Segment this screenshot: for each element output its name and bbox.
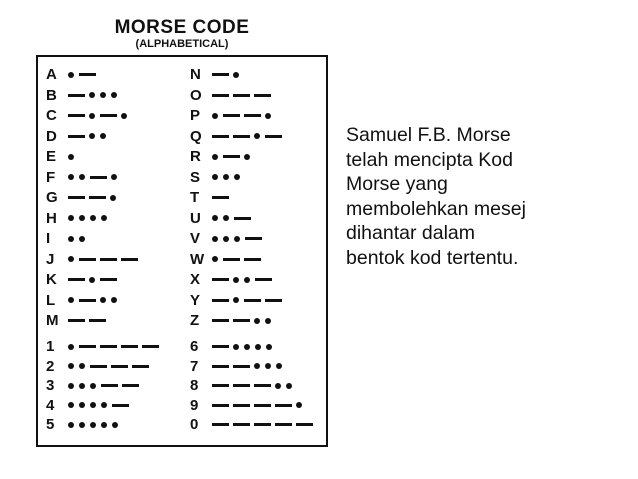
morse-character: B — [46, 86, 57, 104]
morse-dash — [233, 365, 250, 368]
morse-character: E — [46, 148, 57, 165]
morse-character: H — [46, 209, 57, 227]
morse-dot — [79, 236, 85, 242]
morse-dash — [100, 258, 117, 261]
morse-dash — [90, 176, 107, 179]
morse-code-sequence — [68, 65, 100, 84]
morse-dot — [212, 256, 218, 262]
morse-dash — [254, 423, 271, 426]
morse-dot — [265, 318, 271, 324]
morse-code-sequence — [68, 229, 90, 248]
morse-dash — [101, 384, 118, 387]
morse-dot — [254, 133, 260, 139]
morse-row-s — [190, 168, 245, 187]
morse-dash — [68, 319, 85, 322]
morse-row-p — [190, 106, 276, 125]
morse-row-y — [190, 291, 286, 310]
morse-character: U — [190, 209, 201, 227]
morse-code-sequence — [212, 188, 233, 207]
morse-row-m — [46, 311, 110, 330]
morse-character: T — [190, 189, 200, 206]
morse-dot — [79, 363, 85, 369]
morse-dot — [121, 113, 127, 119]
morse-dash — [212, 423, 229, 426]
morse-row-c — [46, 106, 132, 125]
morse-character: A — [46, 66, 57, 83]
morse-dash — [212, 404, 229, 407]
morse-row-2 — [46, 357, 153, 376]
description-line-4: membolehkan mesej — [346, 197, 526, 220]
morse-dot — [89, 277, 95, 283]
morse-character: F — [46, 168, 56, 186]
morse-row-i — [46, 229, 90, 248]
morse-dot — [79, 174, 85, 180]
morse-dot — [254, 318, 260, 324]
morse-dot — [100, 133, 106, 139]
morse-dot — [223, 215, 229, 221]
description-line-5: dihantar dalam — [346, 222, 475, 244]
morse-code-sequence — [212, 357, 287, 376]
morse-dot — [223, 236, 229, 242]
morse-dash — [121, 258, 138, 261]
morse-code-sequence — [68, 250, 142, 269]
morse-dot — [233, 277, 239, 283]
morse-dash — [79, 73, 96, 76]
morse-dot — [101, 215, 107, 221]
morse-dot — [68, 256, 74, 262]
morse-code-sequence — [212, 209, 255, 228]
morse-row-5 — [46, 415, 123, 434]
morse-dash — [212, 135, 229, 138]
morse-row-b — [46, 86, 122, 105]
morse-row-o — [190, 86, 275, 105]
morse-dot — [233, 344, 239, 350]
morse-dot — [275, 383, 281, 389]
morse-dash — [233, 319, 250, 322]
morse-code-sequence — [68, 209, 112, 228]
morse-row-7 — [190, 357, 287, 376]
morse-row-q — [190, 127, 286, 146]
morse-dot — [89, 133, 95, 139]
morse-dot — [79, 215, 85, 221]
morse-code-sequence — [212, 250, 265, 269]
morse-character: R — [190, 148, 201, 165]
morse-dot — [111, 174, 117, 180]
morse-dot — [90, 422, 96, 428]
morse-row-6 — [190, 337, 277, 356]
morse-character: K — [46, 271, 57, 288]
morse-dot — [68, 174, 74, 180]
morse-row-w — [190, 250, 265, 269]
morse-dot — [68, 215, 74, 221]
morse-dash — [212, 345, 229, 348]
morse-chart-subtitle: (ALPHABETICAL) — [135, 38, 229, 50]
morse-dot — [233, 72, 239, 78]
morse-row-9 — [190, 396, 307, 415]
morse-dot — [68, 297, 74, 303]
morse-dash — [223, 114, 240, 117]
morse-dash — [68, 196, 85, 199]
morse-dot — [89, 113, 95, 119]
morse-character: Z — [190, 312, 200, 329]
morse-row-3 — [46, 376, 143, 395]
morse-row-n — [190, 65, 244, 84]
morse-dot — [111, 297, 117, 303]
morse-dot — [234, 236, 240, 242]
description-text — [346, 123, 626, 270]
morse-dot — [276, 363, 282, 369]
morse-dot — [254, 363, 260, 369]
morse-character: 9 — [190, 396, 199, 414]
morse-character: W — [190, 250, 205, 268]
morse-dash — [254, 404, 271, 407]
morse-row-d — [46, 127, 111, 146]
morse-dash — [142, 345, 159, 348]
morse-dot — [212, 174, 218, 180]
morse-code-sequence — [68, 396, 133, 415]
morse-dash — [233, 94, 250, 97]
morse-row-a — [46, 65, 100, 84]
morse-character: 2 — [46, 357, 55, 375]
morse-row-4 — [46, 396, 133, 415]
morse-code-sequence — [212, 127, 286, 146]
morse-dash — [255, 278, 272, 281]
morse-dash — [296, 423, 313, 426]
morse-row-z — [190, 311, 276, 330]
morse-dot — [212, 113, 218, 119]
morse-dash — [68, 94, 85, 97]
morse-dash — [265, 299, 282, 302]
morse-dash — [254, 384, 271, 387]
morse-row-l — [46, 291, 122, 310]
morse-dot — [110, 195, 116, 201]
morse-character: D — [46, 127, 57, 145]
morse-character: V — [190, 230, 201, 247]
morse-dash — [121, 345, 138, 348]
morse-dash — [254, 94, 271, 97]
morse-dot — [100, 92, 106, 98]
morse-row-g — [46, 188, 121, 207]
morse-code-sequence — [68, 270, 121, 289]
morse-code-sequence — [212, 270, 276, 289]
morse-dash — [234, 217, 251, 220]
morse-row-0 — [190, 415, 317, 434]
morse-character: 4 — [46, 396, 55, 414]
morse-character: 6 — [190, 338, 199, 355]
morse-dash — [111, 365, 128, 368]
morse-character: S — [190, 168, 201, 186]
morse-dash — [68, 135, 85, 138]
morse-character: M — [46, 312, 59, 329]
morse-character: L — [46, 291, 56, 309]
morse-dash — [212, 94, 229, 97]
morse-dash — [244, 258, 261, 261]
morse-code-sequence — [68, 337, 163, 356]
morse-dash — [223, 155, 240, 158]
morse-dot — [90, 383, 96, 389]
morse-dash — [212, 319, 229, 322]
morse-dot — [68, 402, 74, 408]
morse-dot — [68, 154, 74, 160]
morse-dot — [79, 383, 85, 389]
morse-dash — [100, 345, 117, 348]
morse-character: N — [190, 66, 201, 83]
morse-character: I — [46, 230, 51, 247]
morse-character: 7 — [190, 357, 199, 375]
morse-character: Q — [190, 127, 202, 145]
morse-dot — [212, 154, 218, 160]
morse-row-f — [46, 168, 122, 187]
morse-dash — [245, 237, 262, 240]
morse-dash — [212, 196, 229, 199]
morse-character: 5 — [46, 416, 55, 433]
morse-row-8 — [190, 376, 297, 395]
morse-dot — [111, 92, 117, 98]
morse-dot — [255, 344, 261, 350]
morse-dot — [234, 174, 240, 180]
morse-dot — [68, 363, 74, 369]
morse-code-sequence — [68, 415, 123, 434]
morse-dot — [212, 236, 218, 242]
morse-row-1 — [46, 337, 163, 356]
morse-dash — [233, 384, 250, 387]
morse-code-sequence — [68, 127, 111, 146]
morse-character: 1 — [46, 338, 55, 355]
description-line-3: Morse yang — [346, 173, 448, 195]
morse-code-sequence — [68, 168, 122, 187]
morse-dash — [68, 114, 85, 117]
morse-character: 8 — [190, 377, 199, 394]
morse-dot — [68, 236, 74, 242]
morse-chart-box — [36, 55, 328, 447]
morse-dot — [265, 113, 271, 119]
morse-row-e — [46, 147, 79, 166]
morse-dot — [101, 422, 107, 428]
morse-dash — [100, 114, 117, 117]
morse-dash — [212, 299, 229, 302]
morse-code-sequence — [212, 311, 276, 330]
morse-dash — [212, 365, 229, 368]
morse-dash — [244, 114, 261, 117]
morse-dash — [68, 278, 85, 281]
morse-dash — [112, 404, 129, 407]
morse-code-sequence — [212, 415, 317, 434]
morse-code-sequence — [212, 376, 297, 395]
morse-dash — [275, 404, 292, 407]
morse-dot — [244, 154, 250, 160]
morse-character: G — [46, 189, 58, 206]
morse-dot — [244, 344, 250, 350]
morse-dot — [89, 92, 95, 98]
morse-dot — [68, 383, 74, 389]
description-line-1: Samuel F.B. Morse — [346, 124, 511, 146]
morse-dash — [132, 365, 149, 368]
morse-dot — [79, 422, 85, 428]
morse-dash — [79, 299, 96, 302]
morse-character: O — [190, 86, 202, 104]
morse-row-r — [190, 147, 255, 166]
morse-dash — [265, 135, 282, 138]
morse-row-t — [190, 188, 233, 207]
morse-dash — [89, 319, 106, 322]
morse-code-sequence — [68, 311, 110, 330]
morse-row-j — [46, 250, 142, 269]
morse-dash — [233, 423, 250, 426]
morse-row-u — [190, 209, 255, 228]
morse-code-sequence — [212, 168, 245, 187]
morse-character: 3 — [46, 377, 55, 394]
morse-character: Y — [190, 291, 201, 309]
morse-code-sequence — [212, 147, 255, 166]
morse-dash — [244, 299, 261, 302]
morse-dash — [100, 278, 117, 281]
morse-chart-title: MORSE CODE — [114, 17, 250, 38]
morse-character: J — [46, 250, 55, 268]
morse-character: P — [190, 107, 201, 124]
morse-dot — [90, 402, 96, 408]
morse-code-sequence — [68, 357, 153, 376]
morse-code-sequence — [212, 291, 286, 310]
morse-dot — [90, 215, 96, 221]
morse-row-v — [190, 229, 266, 248]
morse-code-sequence — [212, 229, 266, 248]
morse-dash — [79, 345, 96, 348]
morse-dash — [233, 135, 250, 138]
morse-dot — [212, 215, 218, 221]
morse-dot — [68, 344, 74, 350]
morse-character: 0 — [190, 416, 199, 433]
morse-dash — [79, 258, 96, 261]
morse-dash — [89, 196, 106, 199]
morse-dot — [101, 402, 107, 408]
morse-code-sequence — [68, 147, 79, 166]
morse-dash — [275, 423, 292, 426]
morse-character: X — [190, 271, 201, 288]
morse-code-sequence — [68, 86, 122, 105]
morse-dot — [266, 344, 272, 350]
morse-dash — [233, 404, 250, 407]
morse-dot — [286, 383, 292, 389]
morse-dot — [223, 174, 229, 180]
morse-dot — [79, 402, 85, 408]
morse-row-x — [190, 270, 276, 289]
morse-character: C — [46, 107, 57, 124]
morse-dot — [68, 72, 74, 78]
morse-row-h — [46, 209, 112, 228]
morse-dot — [68, 422, 74, 428]
morse-dash — [90, 365, 107, 368]
morse-code-sequence — [68, 188, 121, 207]
morse-code-sequence — [212, 106, 276, 125]
morse-dash — [212, 384, 229, 387]
morse-code-sequence — [212, 65, 244, 84]
morse-dash — [122, 384, 139, 387]
morse-code-sequence — [68, 376, 143, 395]
morse-dash — [223, 258, 240, 261]
morse-row-k — [46, 270, 121, 289]
morse-code-sequence — [68, 291, 122, 310]
morse-dot — [112, 422, 118, 428]
morse-code-sequence — [212, 396, 307, 415]
description-line-6: bentok kod tertentu. — [346, 246, 519, 269]
morse-dash — [212, 73, 229, 76]
morse-dot — [265, 363, 271, 369]
morse-dot — [296, 402, 302, 408]
morse-code-sequence — [212, 86, 275, 105]
morse-dot — [100, 297, 106, 303]
morse-code-sequence — [68, 106, 132, 125]
morse-code-sequence — [212, 337, 277, 356]
morse-dash — [212, 278, 229, 281]
morse-dot — [233, 297, 239, 303]
description-line-2: telah mencipta Kod — [346, 148, 513, 171]
morse-dot — [244, 277, 250, 283]
